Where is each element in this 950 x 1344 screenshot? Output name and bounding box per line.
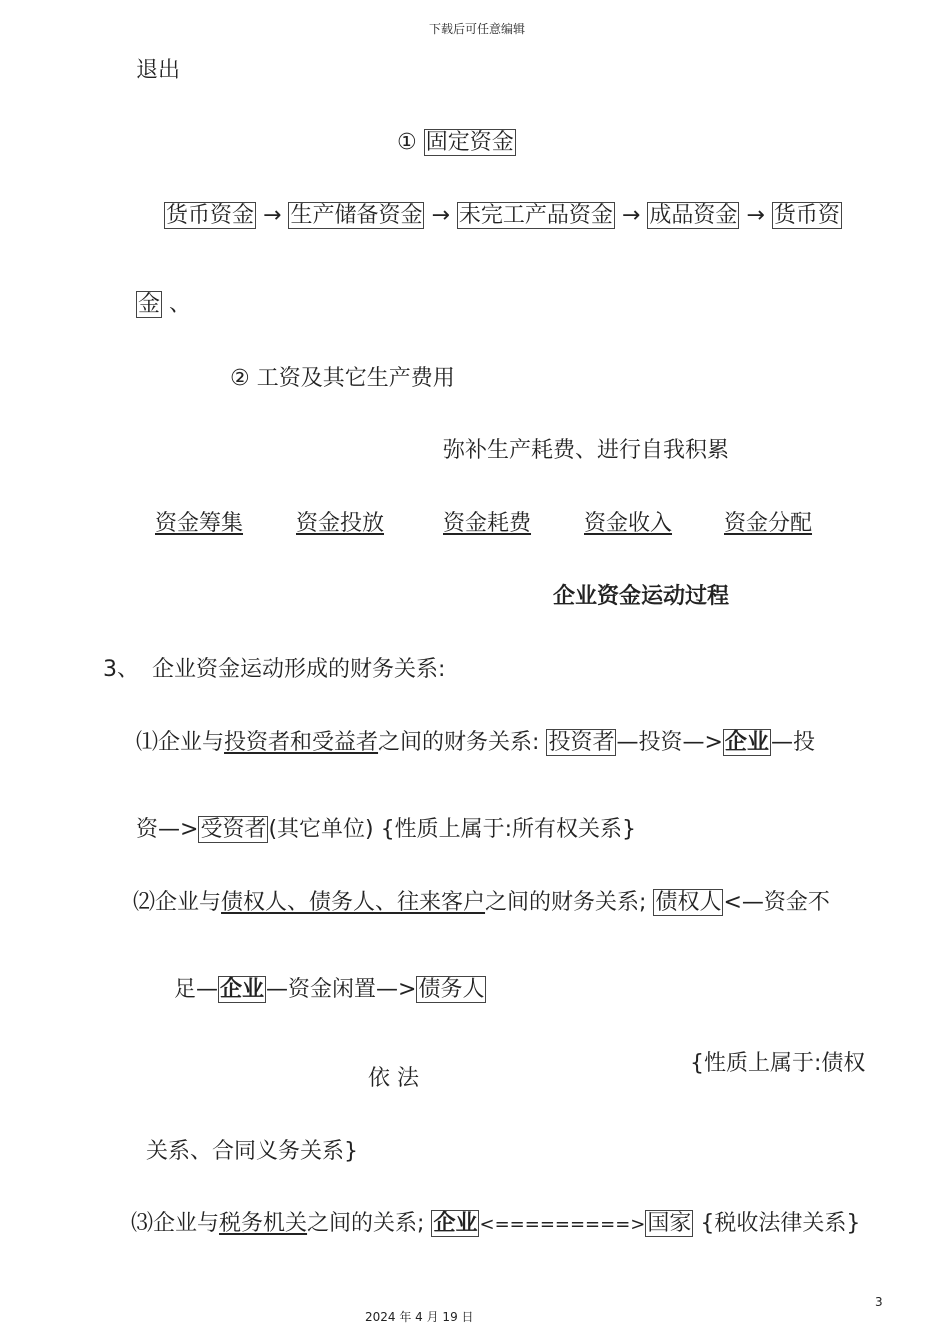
cycle-item-finished: 成品资金 [649, 203, 738, 228]
flow-invest-2: —投 [770, 730, 815, 755]
fixed-fund-box: 固定资金 [425, 130, 514, 155]
cycle-item-money-end: 货币资 [773, 203, 840, 228]
section-title: 企业资金运动形成的财务关系: [152, 657, 446, 682]
arrow: → [263, 203, 282, 228]
flow-idle: —资金闲置—> [266, 977, 417, 1002]
stage-consume: 资金耗费 [443, 511, 532, 536]
arrow: → [746, 203, 765, 228]
relation-2-num: ⑵ [133, 890, 156, 915]
stage-distribute: 资金分配 [724, 511, 813, 536]
enterprise-box-2: 企业 [220, 977, 265, 1002]
relation-1-line2 [136, 817, 636, 843]
debtor-box: 债务人 [418, 977, 485, 1002]
relation-1-parties: 投资者和受益者 [224, 730, 379, 755]
by-law-text: 依 法 [368, 1066, 419, 1091]
footer-date: 2024 年 4 月 19 日 [365, 1310, 474, 1324]
relation-1-pre: 企业与 [158, 730, 225, 755]
cycle-item-wip: 未完工产品资金 [458, 203, 613, 228]
relation-2-nature: {性质上属于:债权 [690, 1051, 866, 1076]
flow-invest: —投资—> [616, 730, 723, 755]
page-number: 3 [875, 1295, 883, 1309]
wages-line: ② 工资及其它生产费用 [230, 366, 455, 391]
section-number: 3、 [103, 657, 139, 682]
relation-2-post: 之间的财务关系; [485, 890, 647, 915]
investee-box: 受资者 [200, 817, 267, 842]
investor-box: 投资者 [548, 730, 615, 755]
circled-number-1: ① [397, 130, 417, 155]
cycle-item-money: 货币资金 [166, 203, 255, 228]
relation-2-pre: 企业与 [155, 890, 222, 915]
separator: 、 [169, 292, 192, 317]
arrow: → [621, 203, 641, 228]
diagram-caption: 企业资金运动过程 [553, 584, 730, 609]
page-header: 下载后可任意编辑 [429, 22, 526, 36]
relation-1-nature: (其它单位) {性质上属于:所有权关系} [268, 817, 637, 842]
relation-3-line [131, 1211, 860, 1238]
stage-income: 资金收入 [584, 511, 673, 536]
cycle-item-money-end-cont: 金 [138, 292, 161, 317]
stage-raise: 资金筹集 [155, 511, 244, 536]
relation-2-nature-cont: 关系、合同义务关系} [146, 1139, 358, 1164]
stage-invest: 资金投放 [296, 511, 385, 536]
relation-3-post: 之间的关系; [307, 1211, 425, 1236]
relation-3-num: ⑶ [131, 1211, 154, 1236]
relation-1-line1 [136, 730, 815, 756]
fund-cycle-cont [136, 292, 191, 318]
relation-3-pre: 企业与 [153, 1211, 220, 1236]
flow-shortage: <—资金不 [723, 890, 830, 915]
compensate-line: 弥补生产耗费、进行自我积累 [443, 438, 730, 463]
arrow: → [431, 203, 450, 228]
exit-text: 退出 [136, 58, 181, 83]
enterprise-box-3: 企业 [433, 1211, 478, 1236]
flow-invest-cont: 资—> [136, 817, 199, 842]
relation-1-post: 之间的财务关系: [378, 730, 540, 755]
relation-3-nature: {税收法律关系} [700, 1211, 861, 1236]
flow-double: <=========> [479, 1214, 646, 1235]
relation-2-line1 [133, 890, 830, 916]
relation-3-parties: 税务机关 [219, 1211, 308, 1236]
state-box: 国家 [647, 1211, 692, 1236]
cycle-item-storage: 生产储备资金 [290, 203, 423, 228]
relation-2-parties: 债权人、债务人、往来客户 [221, 890, 486, 915]
flow-shortage-cont: 足— [174, 977, 219, 1002]
enterprise-box: 企业 [724, 730, 769, 755]
fixed-fund-line [397, 130, 516, 156]
section-3-heading [103, 657, 445, 683]
creditor-box: 债权人 [655, 890, 722, 915]
relation-1-num: ⑴ [136, 730, 159, 755]
relation-2-line2 [174, 977, 486, 1003]
fund-cycle-line [164, 203, 842, 229]
